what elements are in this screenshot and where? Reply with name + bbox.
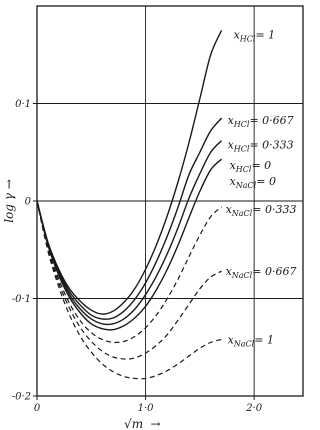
series-label-3: $x_{HCl}= 0$ [229, 159, 272, 175]
y-tick-label-1: 0 [24, 196, 31, 208]
series-label-4: $x_{NaCl}= 0\cdot 333$ [225, 202, 297, 218]
curves-layer [37, 30, 222, 378]
series-line-0 [37, 30, 222, 314]
series-label-1: $x_{HCl}= 0\cdot 667$ [227, 114, 294, 130]
x-tick-label-0: 0 [33, 403, 41, 414]
series-label-6: $x_{NaCl}= 1$ [227, 333, 274, 349]
series-label-0: $x_{HCl}= 1$ [233, 28, 276, 44]
x-tick-label-2: 2·0 [246, 403, 263, 414]
y-tick-label-0: 0·1 [15, 99, 31, 110]
x-axis-arrow: → [150, 417, 161, 430]
series-labels-layer [226, 28, 297, 348]
series-label-3-b: $x_{NaCl}= 0$ [229, 175, 276, 191]
series-label-5: $x_{NaCl}= 0\cdot 667$ [225, 265, 297, 281]
series-label-2: $x_{HCl}= 0\cdot 333$ [227, 138, 294, 154]
series-line-4 [37, 201, 222, 342]
y-tick-label-3: -0·2 [11, 391, 31, 403]
x-tick-label-1: 1·0 [137, 403, 154, 414]
ticks-layer [12, 99, 263, 414]
y-axis-label: log γ → [2, 179, 16, 223]
y-tick-label-2: -0·1 [11, 294, 31, 305]
x-axis-label: √m [124, 417, 144, 430]
